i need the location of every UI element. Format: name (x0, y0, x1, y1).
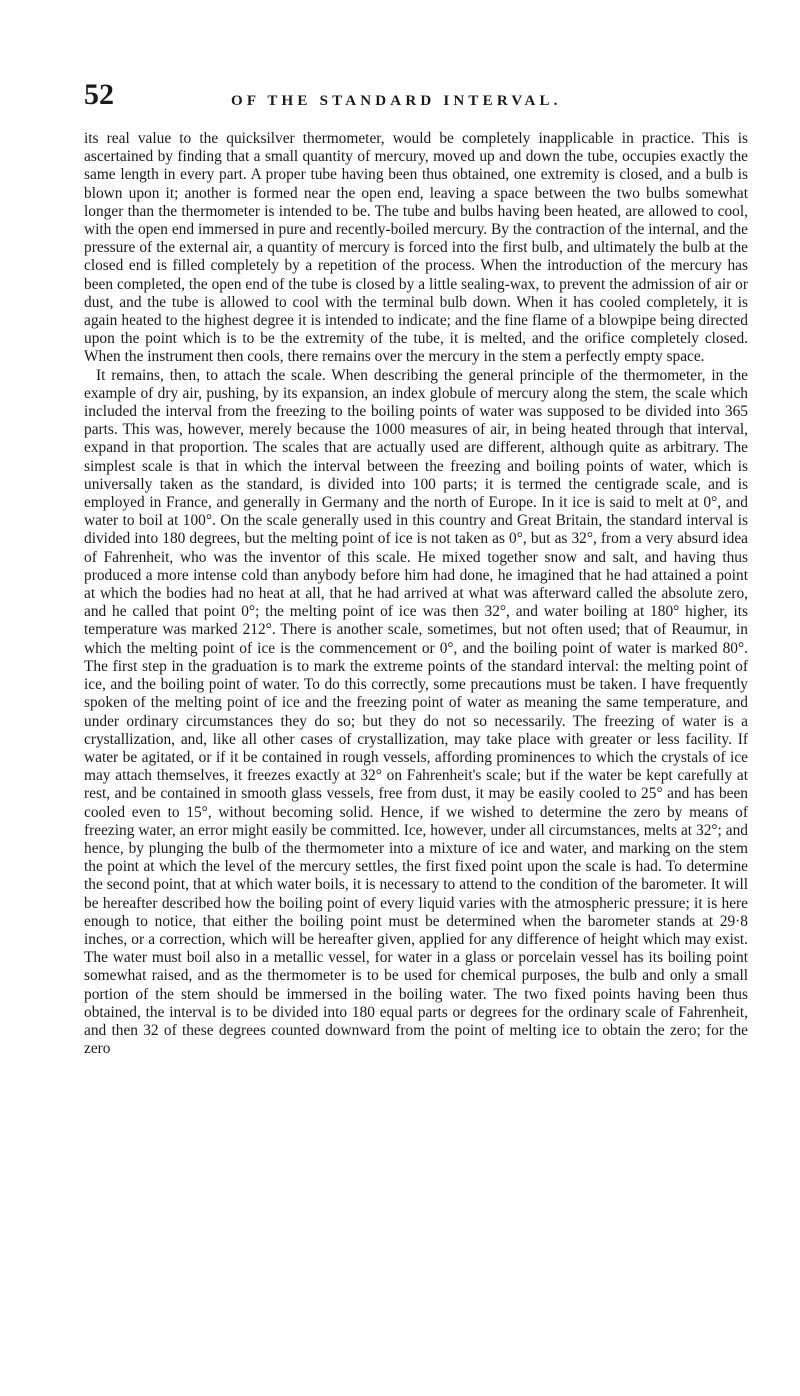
running-head (84, 80, 748, 116)
page-number: 52 (84, 78, 114, 111)
running-title: OF THE STANDARD INTERVAL. (231, 93, 562, 109)
paragraph-2: It remains, then, to attach the scale. When describing the general principle of the thermometer, in the example of dry air, pushing, by its expansion, an index globule of mercury along the stem, the scale which included the interval from the freezing to the boiling points of water was supposed to be divided into 365 parts. This was, however, merely because the 1000 measures of air, in being heated through that interval, expand in that proportion. The scales that are actually used are different, although quite as arbitrary. The simplest scale is that in which the interval between the freezing and boiling points of water, which is universally taken as the standard, is divided into 100 parts; it is termed the centigrade scale, and is employed in France, and generally in Germany and the north of Europe. In it ice is said to melt at 0°, and water to boil at 100°. On the scale generally used in this country and Great Britain, the standard interval is divided into 180 degrees, but the melting point of ice is not taken as 0°, but as 32°, from a very absurd idea of Fahrenheit, who was the inventor of this scale. He mixed together snow and salt, and having thus produced a more intense cold than anybody before him had done, he imagined that he had attained a point at which the bodies had no heat at all, that he had arrived at what was afterward called the absolute zero, and he called that point 0°; the melting point of ice was then 32°, and water boiling at 180° higher, its temperature was marked 212°. There is another scale, sometimes, but not often used; that of Reaumur, in which the melting point of ice is the commencement or 0°, and the boiling point of water is marked 80°. The first step in the graduation is to mark the extreme points of the standard interval: the melting point of ice, and the boiling point of water. To do this correctly, some precautions must be taken. I have frequently spoken of the melting point of ice and the freezing point of water as meaning the same temperature, and under ordinary circumstances they do so; but they do not so necessarily. The freezing of water is a crystallization, and, like all other cases of crystallization, may take place with greater or less facility. If water be agitated, or if it be contained in rough vessels, affording prominences to which the crystals of ice may attach themselves, it freezes exactly at 32° on Fahrenheit's scale; but if the water be kept carefully at rest, and be contained in smooth glass vessels, free from dust, it may be easily cooled to 25° and has been cooled even to 15°, without becoming solid. Hence, if we wished to determine the zero by means of freezing water, an error might easily be committed. Ice, however, under all circumstances, melts at 32°; and hence, by plunging the bulb of the thermometer into a mixture of ice and water, and marking on the stem the point at which the level of the mercury settles, the first fixed point upon the scale is had. To determine the second point, that at which water boils, it is necessary to attend to the condition of the barometer. It will be hereafter described how the boiling point of every liquid varies with the atmospheric pressure; it is here enough to notice, that either the boiling point must be determined when the barometer stands at 29·8 inches, or a correction, which will be hereafter given, applied for any difference of height which may exist. The water must boil also in a metallic vessel, for water in a glass or porcelain vessel has its boiling point somewhat raised, and as the thermometer is to be used for chemical purposes, the bulb and only a small portion of the stem should be immersed in the boiling water. The two fixed points having been thus obtained, the interval is to be divided into 180 equal parts or degrees for the ordinary scale of Fahrenheit, and then 32 of these degrees counted downward from the point of melting ice to obtain the zero; for the zero (84, 366, 748, 1058)
paragraph-1: its real value to the quicksilver thermometer, would be completely inapplicable in practice. This is ascertained by finding that a small quantity of mercury, moved up and down the tube, occupies exactly the same length in every part. A proper tube having been thus obtained, one extremity is closed, and a bulb is blown upon it; another is formed near the open end, leaving a space between the two bulbs somewhat longer than the thermometer is intended to be. The tube and bulbs having been heated, are allowed to cool, with the open end immersed in pure and recently-boiled mercury. By the contraction of the internal, and the pressure of the external air, a quantity of mercury is forced into the first bulb, and ultimately the bulb at the closed end is filled completely by a repetition of the process. When the introduction of the mercury has been completed, the open end of the tube is closed by a little sealing-wax, to prevent the admission of air or dust, and the tube is allowed to cool with the terminal bulb down. When it has cooled completely, it is again heated to the highest degree it is intended to indicate; and the fine flame of a blowpipe being directed upon the point which is to be the extremity of the tube, it is melted, and the orifice completely closed. When the instrument then cools, there remains over the mercury in the stem a perfectly empty space. (84, 130, 748, 366)
book-page (84, 80, 748, 1058)
body-text (84, 130, 748, 1058)
